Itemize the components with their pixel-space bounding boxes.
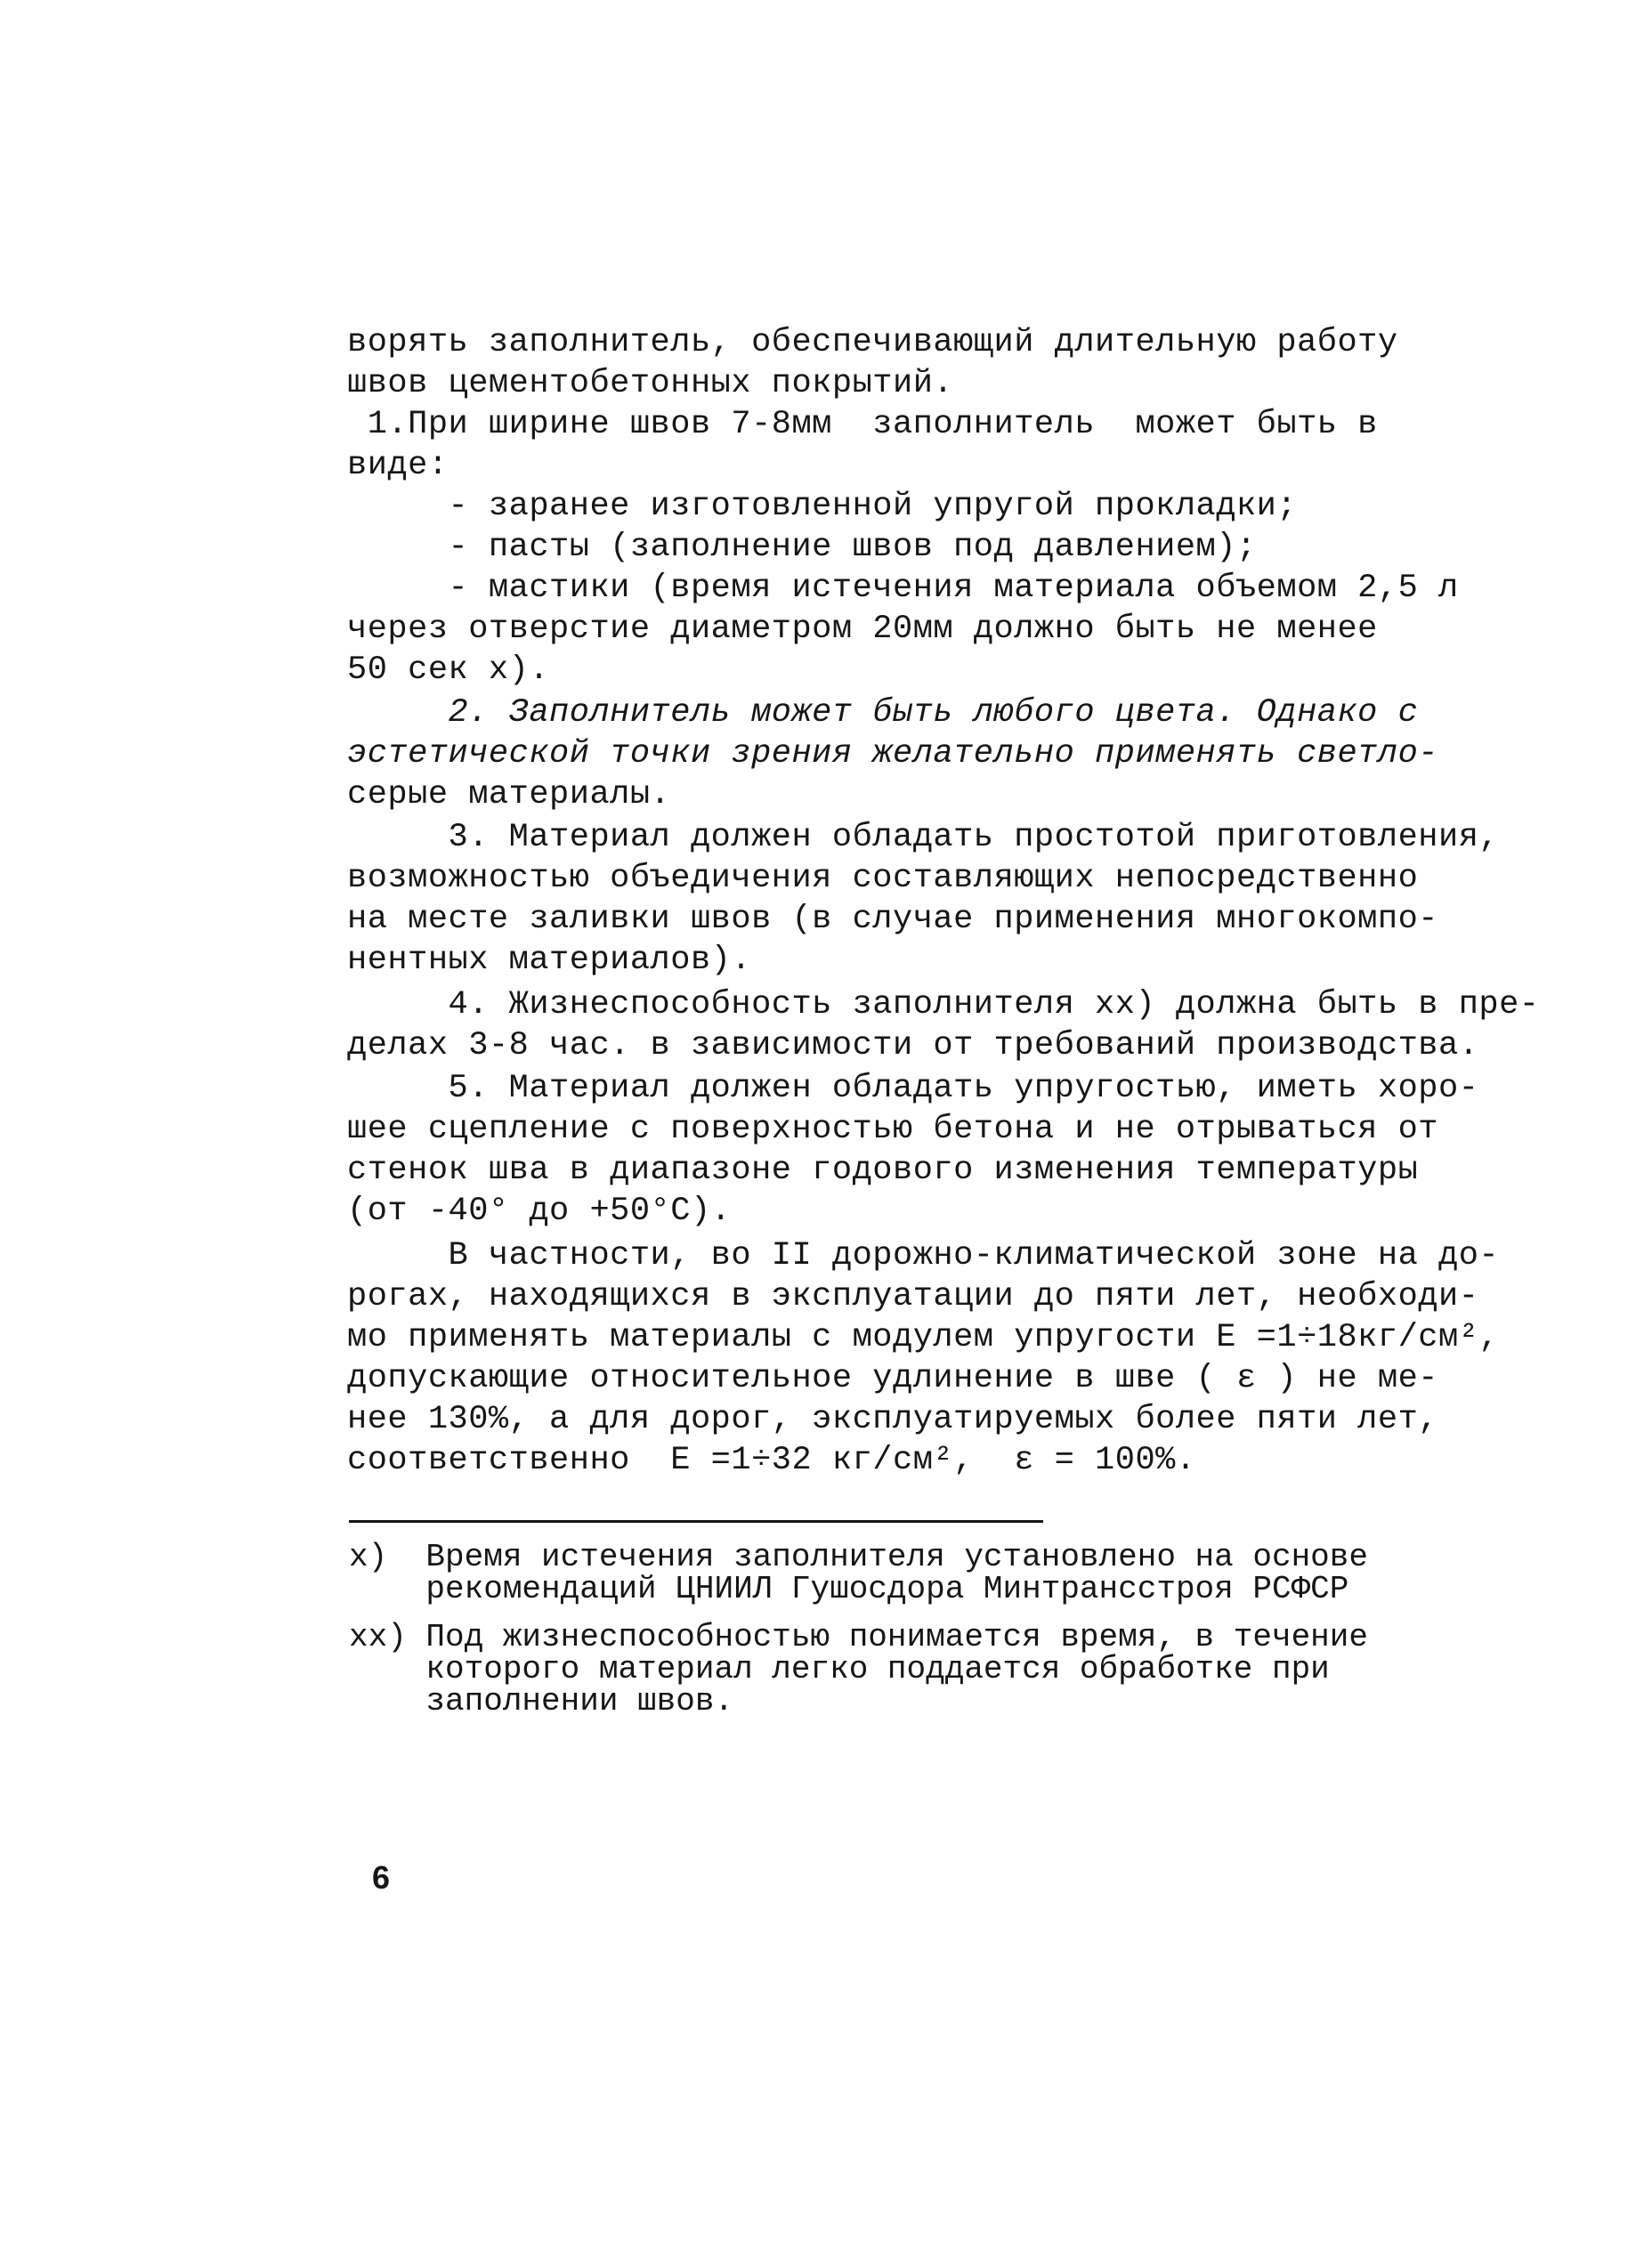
body-line: возможностью объедичения составляющих непосредственно	[347, 860, 1419, 897]
footnote-separator	[349, 1520, 1043, 1523]
body-line: 5. Материал должен обладать упругостью, иметь хоро-	[347, 1070, 1479, 1107]
body-line: (от -40° до +50°С).	[347, 1193, 732, 1230]
body-line: эстетической точки зрения желательно применять светло-	[347, 735, 1438, 773]
body-line: - заранее изготовленной упругой прокладки;	[347, 488, 1298, 525]
page-number: 6	[372, 1859, 391, 1896]
body-line: нее 130%, а для дорог, эксплуатируемых более пяти лет,	[347, 1401, 1438, 1438]
body-line: - пасты (заполнение швов под давлением);	[347, 529, 1257, 566]
footnote-line: x) Время истечения заполнителя установлено на основе	[349, 1539, 1368, 1575]
footnote-line: которого материал легко поддается обработке при	[349, 1651, 1330, 1687]
body-line: - мастики (время истечения материала объемом 2,5 л	[347, 570, 1459, 607]
footnote-line: xx) Под жизнеспособностью понимается время, в течение	[349, 1619, 1368, 1655]
body-line: допускающие относительное удлинение в шве ( ε ) не ме-	[347, 1360, 1438, 1397]
body-line: швов цементобетонных покрытий.	[347, 365, 954, 402]
body-line: серые материалы.	[347, 776, 671, 813]
body-line: нентных материалов).	[347, 942, 752, 979]
body-line: рогах, находящихся в эксплуатации до пяти лет, необходи-	[347, 1278, 1479, 1315]
body-line: мо применять материалы с модулем упругости E =1÷18кг/см²,	[347, 1319, 1500, 1356]
body-line: соответственно E =1÷32 кг/см², ε = 100%.	[347, 1442, 1196, 1479]
body-line: виде:	[347, 447, 449, 484]
body-line: стенок шва в диапазоне годового изменения температуры	[347, 1152, 1419, 1189]
body-line: 4. Жизнеспособность заполнителя xx) должна быть в пре-	[347, 986, 1540, 1023]
body-line: 50 сек x).	[347, 651, 550, 689]
body-line: ворять заполнитель, обеспечивающий длительную работу	[347, 324, 1398, 361]
body-line: делах 3-8 час. в зависимости от требований производства.	[347, 1027, 1479, 1064]
body-line: шее сцепление с поверхностью бетона и не отрываться от	[347, 1111, 1438, 1148]
body-line: 3. Материал должен обладать простотой приготовления,	[347, 819, 1500, 856]
footnote-line: заполнении швов.	[349, 1683, 734, 1719]
body-line: через отверстие диаметром 20мм должно быть не менее	[347, 611, 1378, 648]
body-line: 1.При ширине швов 7-8мм заполнитель может быть в	[347, 406, 1378, 443]
body-line: на месте заливки швов (в случае применения многокомпо-	[347, 901, 1438, 938]
body-line: В частности, во II дорожно-климатической зоне на до-	[347, 1237, 1500, 1274]
body-line: 2. Заполнитель может быть любого цвета. Однако с	[347, 694, 1419, 732]
footnote-line: рекомендаций ЦНИИЛ Гушосдора Минтрансстроя РСФСР	[349, 1571, 1349, 1607]
